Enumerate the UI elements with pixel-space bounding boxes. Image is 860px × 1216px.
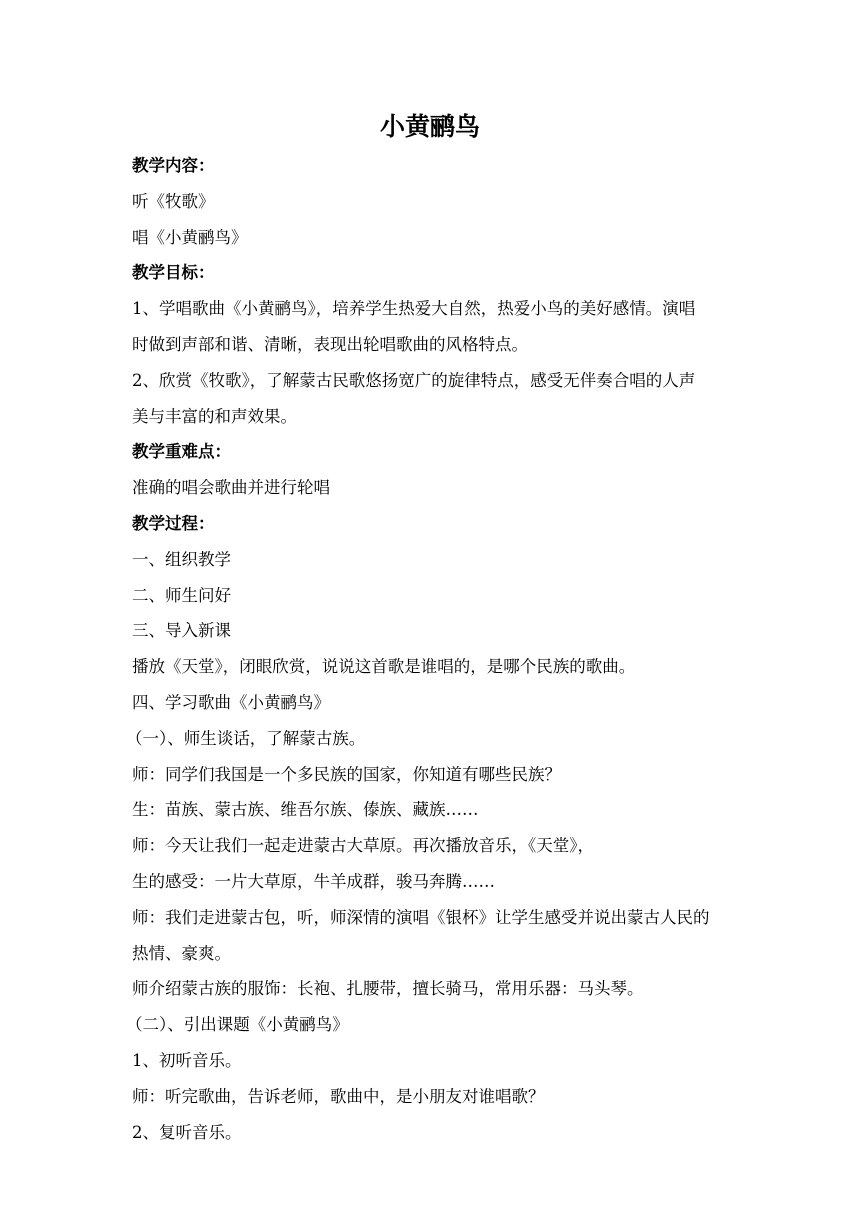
section-heading: 教学过程： — [132, 513, 215, 533]
section-heading: 教学内容： — [132, 156, 215, 175]
body-line: 2、欣赏《牧歌》，了解蒙古民歌悠扬宽广的旋律特点，感受无伴奏合唱的人声 — [132, 370, 696, 390]
body-line: 时做到声部和谐、清晰，表现出轮唱歌曲的风格特点。 — [132, 334, 528, 354]
document-body — [126, 148, 732, 1150]
body-line: （二）、引出课题《小黄鹂鸟》 — [126, 1015, 349, 1035]
body-line: 一、组织教学 — [132, 549, 231, 569]
body-line: 师介绍蒙古族的服饰：长袍、扎腰带，擅长骑马，常用乐器：马头琴。 — [132, 979, 644, 999]
body-line: 二、师生问好 — [132, 585, 231, 605]
body-line: 四、学习歌曲《小黄鹂鸟》 — [132, 692, 330, 712]
body-line: 生的感受：一片大草原，牛羊成群，骏马奔腾…… — [132, 871, 495, 891]
body-line: 听《牧歌》 — [132, 191, 215, 211]
body-line: 2、复听音乐。 — [132, 1122, 242, 1142]
body-line: （一）、师生谈话，了解蒙古族。 — [126, 728, 366, 748]
body-line: 师：同学们我国是一个多民族的国家，你知道有哪些民族？ — [132, 764, 561, 784]
section-heading: 教学目标： — [132, 263, 215, 283]
body-line: 师：听完歌曲，告诉老师，歌曲中，是小朋友对谁唱歌？ — [132, 1086, 545, 1106]
body-line: 三、导入新课 — [132, 621, 231, 641]
body-line: 师：今天让我们一起走进蒙古大草原。再次播放音乐，《天堂》， — [132, 836, 594, 856]
body-line: 美与丰富的和声效果。 — [132, 406, 297, 426]
body-line: 1、初听音乐。 — [132, 1050, 242, 1070]
section-heading: 教学重难点： — [132, 442, 231, 462]
body-line: 师：我们走进蒙古包，听，师深情的演唱《银杯》让学生感受并说出蒙古人民的 — [132, 907, 710, 927]
document-title: 小黄鹂鸟 — [379, 112, 480, 141]
body-line: 热情、豪爽。 — [132, 943, 231, 963]
body-line: 生：苗族、蒙古族、维吾尔族、傣族、藏族…… — [132, 800, 479, 820]
body-line: 1、学唱歌曲《小黄鹂鸟》，培养学生热爱大自然，热爱小鸟的美好感情。演唱 — [132, 299, 696, 319]
body-line: 播放《天堂》，闭眼欣赏，说说这首歌是谁唱的，是哪个民族的歌曲。 — [132, 657, 636, 677]
body-line: 准确的唱会歌曲并进行轮唱 — [132, 478, 330, 498]
body-line: 唱《小黄鹂鸟》 — [132, 227, 248, 247]
